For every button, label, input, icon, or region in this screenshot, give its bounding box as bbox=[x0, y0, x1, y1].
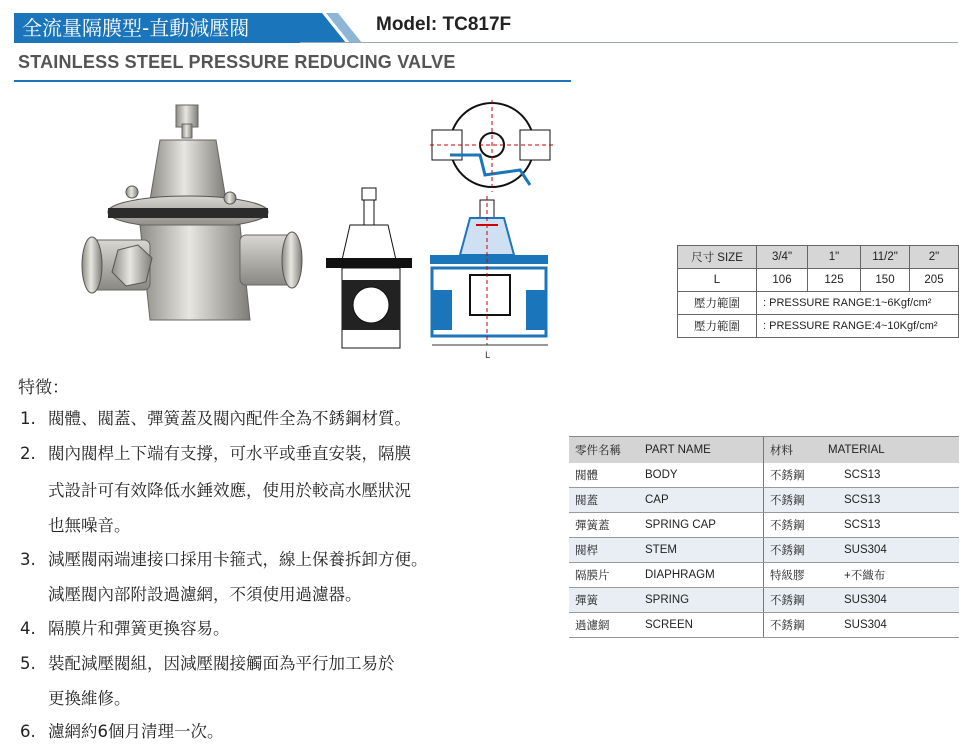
model-number: Model: TC817F bbox=[376, 14, 512, 35]
size-col: 1" bbox=[808, 246, 861, 269]
material-zh: 不銹鋼 bbox=[764, 538, 823, 563]
header-part-zh: 零件名稱 bbox=[569, 437, 639, 464]
length-row bbox=[678, 269, 959, 292]
feature-text: 減壓閥兩端連接口採用卡箍式，線上保養拆卸方便。 bbox=[48, 550, 428, 569]
feature-text: 更換維修。 bbox=[48, 689, 131, 708]
feature-number: 4. bbox=[20, 619, 36, 638]
part-name-en: STEM bbox=[639, 538, 764, 563]
part-name-zh: 過濾網 bbox=[569, 613, 639, 638]
part-name-en: SPRING CAP bbox=[639, 513, 764, 538]
part-name-en: DIAPHRAGM bbox=[639, 563, 764, 588]
feature-text: 濾網約6個月清理一次。 bbox=[48, 722, 224, 741]
pressure-range-value: : PRESSURE RANGE:4~10Kgf/cm² bbox=[757, 315, 959, 338]
parts-row bbox=[569, 538, 959, 563]
features-title: 特徵： bbox=[18, 378, 69, 398]
pressure-range-row bbox=[678, 315, 959, 338]
feature-number: 1. bbox=[20, 409, 36, 428]
feature-item bbox=[20, 581, 362, 605]
feature-number: 6. bbox=[20, 722, 36, 741]
cross-section-drawing bbox=[320, 100, 560, 360]
material-en: SCS13 bbox=[822, 513, 959, 538]
parts-row bbox=[569, 488, 959, 513]
parts-header-row bbox=[569, 437, 959, 464]
feature-item bbox=[20, 615, 230, 639]
parts-row bbox=[569, 613, 959, 638]
parts-table bbox=[569, 436, 959, 638]
part-name-en: BODY bbox=[639, 463, 764, 488]
size-col: 2" bbox=[910, 246, 959, 269]
length-value: 150 bbox=[861, 269, 910, 292]
length-value: 106 bbox=[757, 269, 808, 292]
pressure-range-value: : PRESSURE RANGE:1~6Kgf/cm² bbox=[757, 292, 959, 315]
feature-item bbox=[20, 650, 395, 674]
material-zh: 特級膠 bbox=[764, 563, 823, 588]
material-en: SCS13 bbox=[822, 463, 959, 488]
feature-text: 減壓閥內部附設過濾網，不須使用過濾器。 bbox=[48, 585, 362, 604]
title-banner bbox=[14, 13, 304, 43]
part-name-zh: 彈簧 bbox=[569, 588, 639, 613]
header-material-en: MATERIAL bbox=[822, 437, 959, 464]
part-name-zh: 隔膜片 bbox=[569, 563, 639, 588]
feature-text: 裝配減壓閥組，因減壓閥接觸面為平行加工易於 bbox=[48, 654, 395, 673]
part-name-zh: 彈簧蓋 bbox=[569, 513, 639, 538]
feature-number: 3. bbox=[20, 550, 36, 569]
feature-item bbox=[20, 440, 411, 464]
material-zh: 不銹鋼 bbox=[764, 513, 823, 538]
part-name-en: CAP bbox=[639, 488, 764, 513]
header-divider bbox=[300, 42, 958, 43]
feature-item bbox=[20, 405, 411, 429]
feature-text: 也無噪音。 bbox=[48, 516, 131, 535]
parts-row bbox=[569, 563, 959, 588]
parts-row bbox=[569, 463, 959, 488]
size-table bbox=[677, 245, 959, 338]
header-material-zh: 材料 bbox=[764, 437, 823, 464]
length-value: 125 bbox=[808, 269, 861, 292]
material-zh: 不銹鋼 bbox=[764, 488, 823, 513]
feature-text: 閥內閥桿上下端有支撐，可水平或垂直安裝，隔膜 bbox=[48, 444, 411, 463]
header-part-en: PART NAME bbox=[639, 437, 764, 464]
material-zh: 不銹鋼 bbox=[764, 613, 823, 638]
feature-text: 隔膜片和彈簧更換容易。 bbox=[48, 619, 230, 638]
part-name-zh: 閥桿 bbox=[569, 538, 639, 563]
part-name-zh: 閥體 bbox=[569, 463, 639, 488]
feature-text: 式設計可有效降低水錘效應，使用於較高水壓狀況 bbox=[48, 481, 411, 500]
pressure-range-label: 壓力範圍 bbox=[678, 292, 757, 315]
feature-item bbox=[20, 477, 411, 501]
length-label: L bbox=[678, 269, 757, 292]
part-name-en: SPRING bbox=[639, 588, 764, 613]
size-col: 11/2" bbox=[861, 246, 910, 269]
part-name-en: SCREEN bbox=[639, 613, 764, 638]
parts-row bbox=[569, 588, 959, 613]
part-name-zh: 閥蓋 bbox=[569, 488, 639, 513]
feature-text: 閥體、閥蓋、彈簧蓋及閥內配件全為不銹鋼材質。 bbox=[48, 409, 411, 428]
feature-number: 5. bbox=[20, 654, 36, 673]
size-header-label: 尺寸 SIZE bbox=[678, 246, 757, 269]
material-en: SUS304 bbox=[822, 613, 959, 638]
feature-item bbox=[20, 512, 131, 536]
size-col: 3/4" bbox=[757, 246, 808, 269]
feature-number: 2. bbox=[20, 444, 36, 463]
banner-chevron bbox=[300, 13, 370, 43]
valve-photo bbox=[80, 100, 310, 340]
feature-item bbox=[20, 685, 131, 709]
product-subtitle: STAINLESS STEEL PRESSURE REDUCING VALVE bbox=[18, 52, 456, 72]
material-zh: 不銹鋼 bbox=[764, 588, 823, 613]
subtitle-divider bbox=[14, 80, 571, 82]
material-zh: 不銹鋼 bbox=[764, 463, 823, 488]
material-en: SUS304 bbox=[822, 538, 959, 563]
size-header-row bbox=[678, 246, 959, 269]
feature-item bbox=[20, 718, 224, 742]
dimension-l-label: L bbox=[485, 351, 491, 360]
pressure-range-label: 壓力範圍 bbox=[678, 315, 757, 338]
material-en: SCS13 bbox=[822, 488, 959, 513]
feature-item bbox=[20, 546, 428, 570]
pressure-range-row bbox=[678, 292, 959, 315]
length-value: 205 bbox=[910, 269, 959, 292]
material-en: SUS304 bbox=[822, 588, 959, 613]
page-title: 全流量隔膜型-直動減壓閥 bbox=[22, 16, 250, 40]
parts-row bbox=[569, 513, 959, 538]
material-en: +不織布 bbox=[822, 563, 959, 588]
